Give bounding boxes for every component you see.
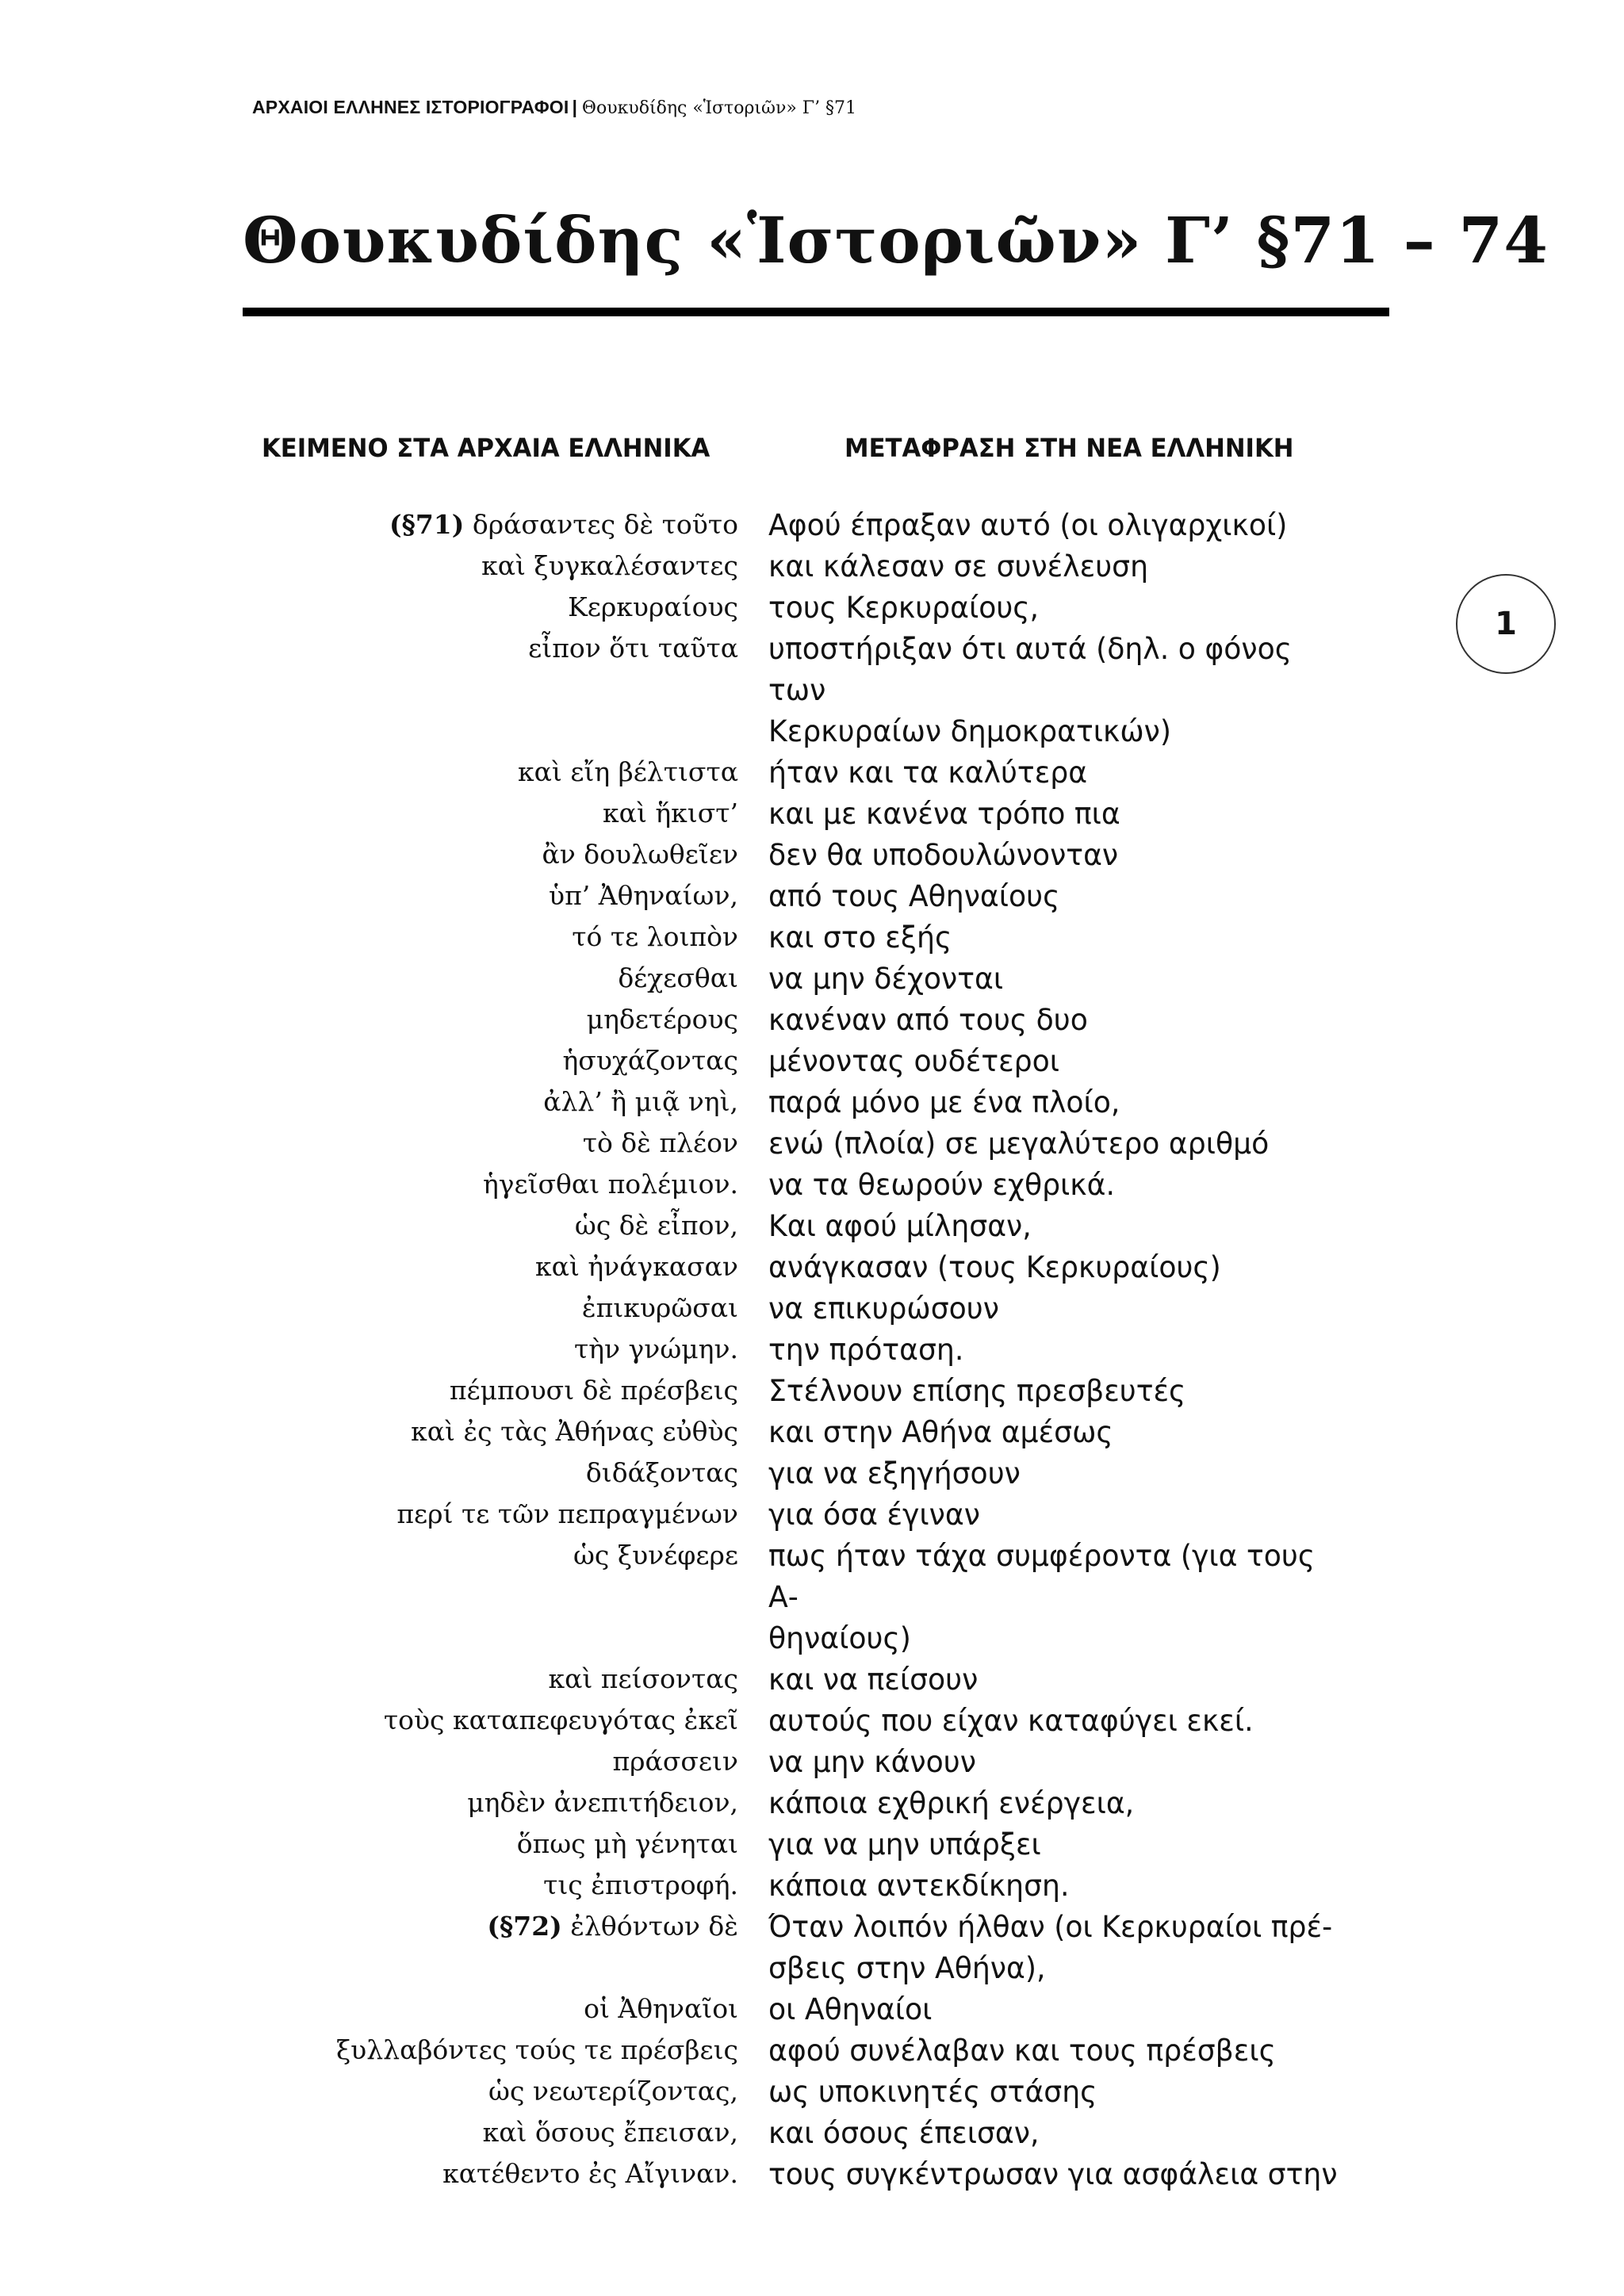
modern-translation: και στην Αθήνα αμέσως	[768, 1414, 1113, 1449]
modern-translation: δεν θα υποδουλώνονταν	[768, 837, 1119, 872]
page-number-badge: 1	[1456, 574, 1556, 674]
ancient-line: ὑπ’ Ἀθηναίων,	[549, 880, 738, 911]
modern-translation: για όσα έγιναν	[768, 1497, 980, 1532]
modern-translation: Όταν λοιπόν ήλθαν (οι Κερκυραίοι πρέ- σβεις στην Αθήνα),	[768, 1909, 1333, 1985]
ancient-line: ἡγεῖσθαι πολέμιον.	[482, 1169, 738, 1200]
modern-translation: ήταν και τα καλύτερα	[768, 755, 1088, 790]
ancient-text	[243, 2030, 738, 2071]
text-row	[243, 587, 1389, 628]
ancient-line: καὶ ἐς τὰς Ἀθήνας εὐθὺς	[411, 1416, 738, 1447]
modern-translation: Στέλνουν επίσης πρεσβευτές	[768, 1373, 1186, 1408]
ancient-line: δέχεσθαι	[618, 962, 738, 993]
text-row	[243, 834, 1389, 875]
modern-translation: αφού συνέλαβαν και τους πρέσβεις	[768, 2033, 1276, 2068]
modern-translation: για να μην υπάρξει	[768, 1827, 1041, 1862]
text-row	[243, 1823, 1389, 1865]
text-row	[243, 2071, 1389, 2112]
running-header-series: ΑΡΧΑΙΟΙ ΕΛΛΗΝΕΣ ΙΣΤΟΡΙΟΓΡΑΦΟΙ	[252, 97, 569, 117]
ancient-text	[243, 1288, 738, 1329]
running-header-work: Θουκυδίδης «Ἱστοριῶν» Γ’ §71	[581, 98, 857, 118]
text-row	[243, 1865, 1389, 1906]
ancient-line: δράσαντες δὲ τοῦτο	[464, 509, 738, 540]
ancient-line: ἐλθόντων δὲ	[561, 1911, 738, 1942]
text-row	[243, 545, 1389, 587]
ancient-line: τοὺς καταπεφευγότας ἐκεῖ	[383, 1705, 738, 1735]
text-row	[243, 1246, 1389, 1288]
ancient-text	[243, 1452, 738, 1494]
parallel-text	[243, 504, 1389, 2195]
modern-translation: να τα θεωρούν εχθρικά.	[768, 1167, 1115, 1202]
ancient-line: ξυλλαβόντες τούς τε πρέσβεις	[336, 2034, 738, 2065]
text-row	[243, 999, 1389, 1040]
ancient-text	[243, 1370, 738, 1411]
text-row	[243, 752, 1389, 793]
ancient-text	[243, 1906, 738, 1947]
ancient-text	[243, 875, 738, 916]
text-row	[243, 2030, 1389, 2071]
ancient-text	[243, 1205, 738, 1246]
text-row	[243, 1782, 1389, 1823]
ancient-line: ὅπως μὴ γένηται	[516, 1828, 738, 1859]
ancient-line: μηδετέρους	[586, 1004, 738, 1035]
text-row	[243, 1370, 1389, 1411]
ancient-text	[243, 1123, 738, 1164]
ancient-line: τις ἐπιστροφή.	[543, 1869, 738, 1900]
text-row	[243, 1329, 1389, 1370]
ancient-line: Κερκυραίους	[568, 591, 738, 622]
text-row	[243, 1741, 1389, 1782]
text-row	[243, 628, 1389, 752]
ancient-text	[243, 1782, 738, 1823]
modern-translation: αυτούς που είχαν καταφύγει εκεί.	[768, 1703, 1254, 1738]
column-header-ancient: ΚΕΙΜΕΝΟ ΣΤΑ ΑΡΧΑΙΑ ΕΛΛΗΝΙΚΑ	[262, 433, 710, 463]
modern-translation: την πρόταση.	[768, 1332, 964, 1367]
modern-translation: και να πείσουν	[768, 1662, 979, 1697]
modern-translation: τους Κερκυραίους,	[768, 590, 1040, 625]
text-row	[243, 1205, 1389, 1246]
ancient-line: καὶ ἥκιστ’	[603, 798, 738, 828]
ancient-line: πέμπουσι δὲ πρέσβεις	[449, 1375, 738, 1406]
ancient-text	[243, 1659, 738, 1700]
ancient-text	[243, 545, 738, 587]
ancient-line: καὶ εἴη βέλτιστα	[518, 756, 738, 787]
ancient-text	[243, 504, 738, 545]
modern-translation: ενώ (πλοία) σε μεγαλύτερο αριθμό	[768, 1126, 1270, 1161]
modern-translation: ανάγκασαν (τους Κερκυραίους)	[768, 1249, 1221, 1284]
ancient-line: περί τε τῶν πεπραγμένων	[396, 1498, 738, 1529]
page-title: Θουκυδίδης «Ἱστοριῶν» Γ’ §71 – 74	[243, 203, 1549, 277]
ancient-line: τὴν γνώμην.	[573, 1334, 738, 1364]
ancient-line: διδάξοντας	[585, 1457, 738, 1488]
ancient-text	[243, 1741, 738, 1782]
text-row	[243, 1494, 1389, 1535]
running-header	[252, 97, 856, 118]
ancient-line: καὶ ὅσους ἔπεισαν,	[482, 2117, 738, 2148]
ancient-text	[243, 2071, 738, 2112]
text-row	[243, 2153, 1389, 2195]
ancient-line: ἀλλ’ ἢ μιᾷ νηὶ,	[543, 1086, 738, 1117]
section-marker: (§72)	[487, 1911, 562, 1942]
modern-translation: υποστήριξαν ότι αυτά (δηλ. ο φόνος των Κερκυραίων δημοκρατικών)	[768, 631, 1292, 748]
text-row	[243, 2112, 1389, 2153]
text-row	[243, 1452, 1389, 1494]
text-row	[243, 1288, 1389, 1329]
modern-translation: κάποια εχθρική ενέργεια,	[768, 1785, 1135, 1820]
ancient-line: καὶ πείσοντας	[548, 1663, 738, 1694]
text-row	[243, 958, 1389, 999]
ancient-line: τό τε λοιπὸν	[572, 921, 738, 952]
ancient-text	[243, 752, 738, 793]
modern-translation: τους συγκέντρωσαν για ασφάλεια στην	[768, 2156, 1338, 2191]
ancient-line: ἡσυχάζοντας	[562, 1045, 738, 1076]
modern-translation: ως υποκινητές στάσης	[768, 2074, 1097, 2109]
ancient-text	[243, 834, 738, 875]
running-header-separator: |	[572, 97, 577, 117]
column-header-modern: ΜΕΤΑΦΡΑΣΗ ΣΤΗ ΝΕΑ ΕΛΛΗΝΙΚΗ	[845, 433, 1294, 463]
ancient-line: ἂν δουλωθεῖεν	[542, 839, 738, 870]
modern-translation: να μην κάνουν	[768, 1744, 976, 1779]
modern-translation: μένοντας ουδέτεροι	[768, 1043, 1060, 1078]
ancient-text	[243, 1823, 738, 1865]
modern-translation: κανέναν από τους δυο	[768, 1002, 1088, 1037]
modern-translation: και με κανένα τρόπο πια	[768, 796, 1120, 831]
ancient-line: ὡς ξυνέφερε	[573, 1540, 738, 1571]
ancient-text	[243, 916, 738, 958]
modern-translation: να μην δέχονται	[768, 961, 1004, 996]
ancient-text	[243, 1164, 738, 1205]
section-marker: (§71)	[389, 509, 465, 540]
modern-translation: για να εξηγήσουν	[768, 1456, 1021, 1490]
text-row	[243, 1040, 1389, 1081]
ancient-text	[243, 999, 738, 1040]
ancient-text	[243, 1040, 738, 1081]
text-row	[243, 1535, 1389, 1659]
text-row	[243, 1164, 1389, 1205]
modern-translation: και στο εξής	[768, 920, 952, 955]
modern-translation: να επικυρώσουν	[768, 1291, 999, 1326]
ancient-text	[243, 628, 738, 669]
ancient-text	[243, 2153, 738, 2195]
modern-translation: πως ήταν τάχα συμφέροντα (για τους Α- θηναίους)	[768, 1538, 1316, 1655]
modern-translation: κάποια αντεκδίκηση.	[768, 1868, 1070, 1903]
ancient-text	[243, 1494, 738, 1535]
ancient-text	[243, 1411, 738, 1452]
modern-translation: και όσους έπεισαν,	[768, 2115, 1040, 2150]
modern-translation: οι Αθηναίοι	[768, 1992, 933, 2026]
text-row	[243, 1411, 1389, 1452]
text-row	[243, 1906, 1389, 1988]
modern-translation: Και αφού μίλησαν,	[768, 1208, 1032, 1243]
ancient-text	[243, 1988, 738, 2030]
ancient-line: καὶ ξυγκαλέσαντες	[481, 550, 738, 581]
ancient-text	[243, 1535, 738, 1576]
ancient-line: ὡς δὲ εἶπον,	[574, 1210, 738, 1241]
ancient-text	[243, 587, 738, 628]
ancient-text	[243, 793, 738, 834]
modern-translation: Αφού έπραξαν αυτό (οι ολιγαρχικοί)	[768, 507, 1288, 542]
ancient-text	[243, 1700, 738, 1741]
text-row	[243, 1659, 1389, 1700]
text-row	[243, 504, 1389, 545]
text-row	[243, 1123, 1389, 1164]
ancient-text	[243, 1329, 738, 1370]
ancient-line: ὡς νεωτερίζοντας,	[488, 2076, 738, 2107]
ancient-text	[243, 2112, 738, 2153]
text-row	[243, 1700, 1389, 1741]
text-row	[243, 1988, 1389, 2030]
ancient-line: καὶ ἠνάγκασαν	[535, 1251, 738, 1282]
ancient-line: εἶπον ὅτι ταῦτα	[528, 633, 738, 664]
text-row	[243, 875, 1389, 916]
ancient-text	[243, 1081, 738, 1123]
ancient-line: πράσσειν	[612, 1746, 738, 1777]
modern-translation: παρά μόνο με ένα πλοίο,	[768, 1085, 1120, 1119]
modern-translation: από τους Αθηναίους	[768, 878, 1060, 913]
ancient-line: οἱ Ἀθηναῖοι	[584, 1993, 738, 2024]
text-row	[243, 916, 1389, 958]
ancient-line: τὸ δὲ πλέον	[582, 1127, 738, 1158]
text-row	[243, 793, 1389, 834]
modern-translation: και κάλεσαν σε συνέλευση	[768, 549, 1149, 584]
ancient-line: ἐπικυρῶσαι	[581, 1292, 738, 1323]
ancient-text	[243, 1246, 738, 1288]
ancient-line: μηδὲν ἀνεπιτήδειον,	[467, 1787, 738, 1818]
ancient-text	[243, 958, 738, 999]
title-rule	[243, 308, 1389, 316]
text-row	[243, 1081, 1389, 1123]
ancient-line: κατέθεντο ἐς Αἴγιναν.	[442, 2158, 738, 2189]
ancient-text	[243, 1865, 738, 1906]
